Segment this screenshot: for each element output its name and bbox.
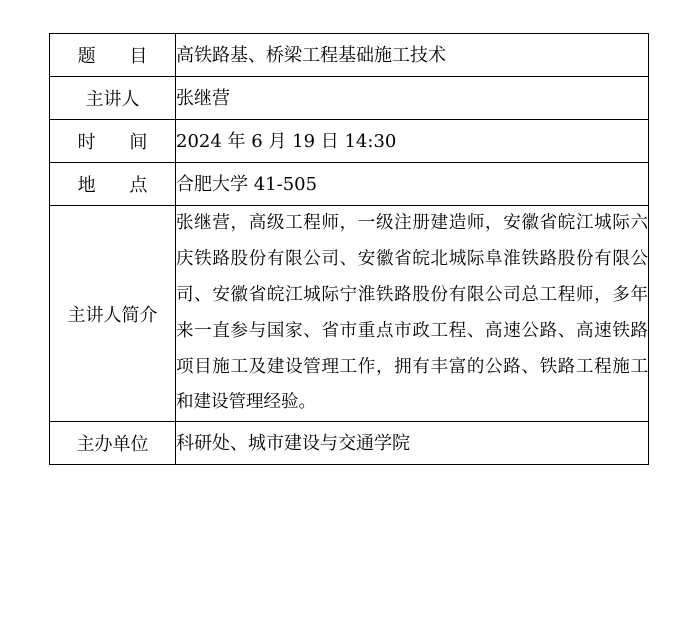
row-value-speaker: 张继营 <box>176 77 649 120</box>
table-row <box>50 34 649 77</box>
row-label-place-text: 地 点 <box>77 175 162 196</box>
table-row <box>50 206 649 422</box>
row-label-bio <box>50 206 176 422</box>
table-row <box>50 77 649 120</box>
row-value-title: 高铁路基、桥梁工程基础施工技术 <box>176 34 649 77</box>
row-value-bio: 张继营，高级工程师，一级注册建造师，安徽省皖江城际六庆铁路股份有限公司、安徽省皖北城际阜淮铁路股份有限公司、安徽省皖江城际宁淮铁路股份有限公司总工程师，多年来一直参与国家、省市重点市政工程、高速公路、高速铁路项目施工及建设管理工作，拥有丰富的公路、铁路工程施工和建设管理经验。 <box>176 206 649 422</box>
lecture-info-table <box>49 33 649 465</box>
row-label-organizer <box>50 422 176 465</box>
row-label-title-text: 题 目 <box>77 46 162 67</box>
row-value-organizer: 科研处、城市建设与交通学院 <box>176 422 649 465</box>
table-row <box>50 120 649 163</box>
table-row <box>50 163 649 206</box>
row-label-time <box>50 120 176 163</box>
row-label-place <box>50 163 176 206</box>
row-label-organizer-text: 主办单位 <box>76 434 149 456</box>
row-label-speaker-text: 主讲人 <box>85 89 140 110</box>
row-label-speaker <box>50 77 176 120</box>
row-value-time: 2024 年 6 月 19 日 14:30 <box>176 120 649 163</box>
row-label-time-text: 时 间 <box>77 132 162 153</box>
row-value-place: 合肥大学 41-505 <box>176 163 649 206</box>
row-label-bio-text: 主讲人简介 <box>67 304 158 326</box>
row-label-title <box>50 34 176 77</box>
table-row <box>50 422 649 465</box>
